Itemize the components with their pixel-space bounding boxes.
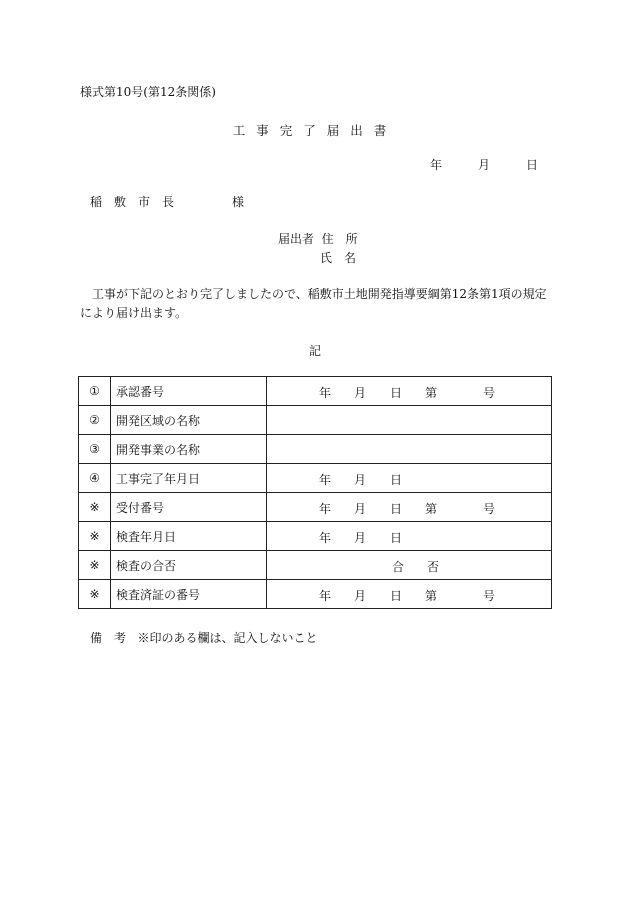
row-month-marker: 月	[354, 589, 367, 603]
row-year-marker: 年	[319, 531, 332, 545]
row-value-field[interactable]	[267, 580, 552, 609]
row-month-marker: 月	[354, 386, 367, 400]
row-value-field[interactable]	[267, 493, 552, 522]
ki-heading: 記	[308, 344, 321, 358]
row-day-marker: 日	[390, 473, 403, 487]
form-number: 様式第10号(第12条関係)	[80, 85, 216, 99]
row-day-marker: 日	[390, 589, 403, 603]
row-label: 開発事業の名称	[111, 435, 267, 464]
date-year: 年	[429, 158, 442, 172]
row-label: 検査年月日	[111, 522, 267, 551]
row-day-marker: 日	[390, 502, 403, 516]
submitter-label: 届出者	[278, 232, 315, 246]
row-mark: ①	[79, 377, 111, 406]
row-year-marker: 年	[319, 589, 332, 603]
row-mark: ③	[79, 435, 111, 464]
date-day: 日	[525, 158, 538, 172]
row-label: 工事完了年月日	[111, 464, 267, 493]
row-value-field[interactable]	[267, 406, 552, 435]
address-label: 住 所	[321, 232, 358, 246]
addressee-honorific: 様	[232, 195, 245, 209]
date-line	[430, 156, 538, 173]
row-go-marker: 号	[483, 502, 496, 516]
row-label: 検査済証の番号	[111, 580, 267, 609]
row-mark: ※	[79, 522, 111, 551]
row-value-field[interactable]	[267, 435, 552, 464]
row-label: 承認番号	[111, 377, 267, 406]
row-mark: ※	[79, 580, 111, 609]
document-title: 工事完了届出書	[232, 123, 398, 138]
row-year-marker: 年	[319, 502, 332, 516]
row-day-marker: 日	[390, 386, 403, 400]
row-value-field[interactable]	[267, 464, 552, 493]
row-go-marker: 号	[483, 589, 496, 603]
row-mark: ※	[79, 493, 111, 522]
table-row	[79, 406, 552, 435]
row-month-marker: 月	[354, 502, 367, 516]
addressee	[90, 193, 244, 210]
row-fail-marker: 否	[427, 560, 440, 574]
table-row	[79, 435, 552, 464]
row-value-field[interactable]	[267, 377, 552, 406]
row-label: 開発区域の名称	[111, 406, 267, 435]
body-text: 工事が下記のとおり完了しましたので、稲敷市土地開発指導要綱第12条第1項の規定により届け出ます。	[80, 287, 547, 320]
table-row	[79, 522, 552, 551]
row-label: 検査の合否	[111, 551, 267, 580]
name-label: 氏 名	[320, 251, 357, 265]
table-row	[79, 377, 552, 406]
row-mark: ※	[79, 551, 111, 580]
details-table	[78, 376, 552, 609]
row-label: 受付番号	[111, 493, 267, 522]
note	[90, 629, 317, 646]
row-value-field[interactable]	[267, 551, 552, 580]
note-text: ※印のある欄は、記入しないこと	[137, 631, 318, 645]
row-month-marker: 月	[354, 531, 367, 545]
row-pass-marker: 合	[392, 560, 405, 574]
row-year-marker: 年	[319, 473, 332, 487]
row-mark: ②	[79, 406, 111, 435]
row-dai-marker: 第	[425, 386, 438, 400]
table-row	[79, 493, 552, 522]
table-row	[79, 551, 552, 580]
table-row	[79, 464, 552, 493]
date-month: 月	[477, 158, 490, 172]
row-value-field[interactable]	[267, 522, 552, 551]
row-dai-marker: 第	[425, 502, 438, 516]
row-year-marker: 年	[319, 386, 332, 400]
row-dai-marker: 第	[425, 589, 438, 603]
submitter-block	[278, 230, 367, 268]
addressee-name: 稲 敷 市 長	[90, 195, 175, 209]
row-go-marker: 号	[483, 386, 496, 400]
table-row	[79, 580, 552, 609]
row-mark: ④	[79, 464, 111, 493]
note-label: 備 考	[90, 631, 127, 645]
row-day-marker: 日	[390, 531, 403, 545]
row-month-marker: 月	[354, 473, 367, 487]
